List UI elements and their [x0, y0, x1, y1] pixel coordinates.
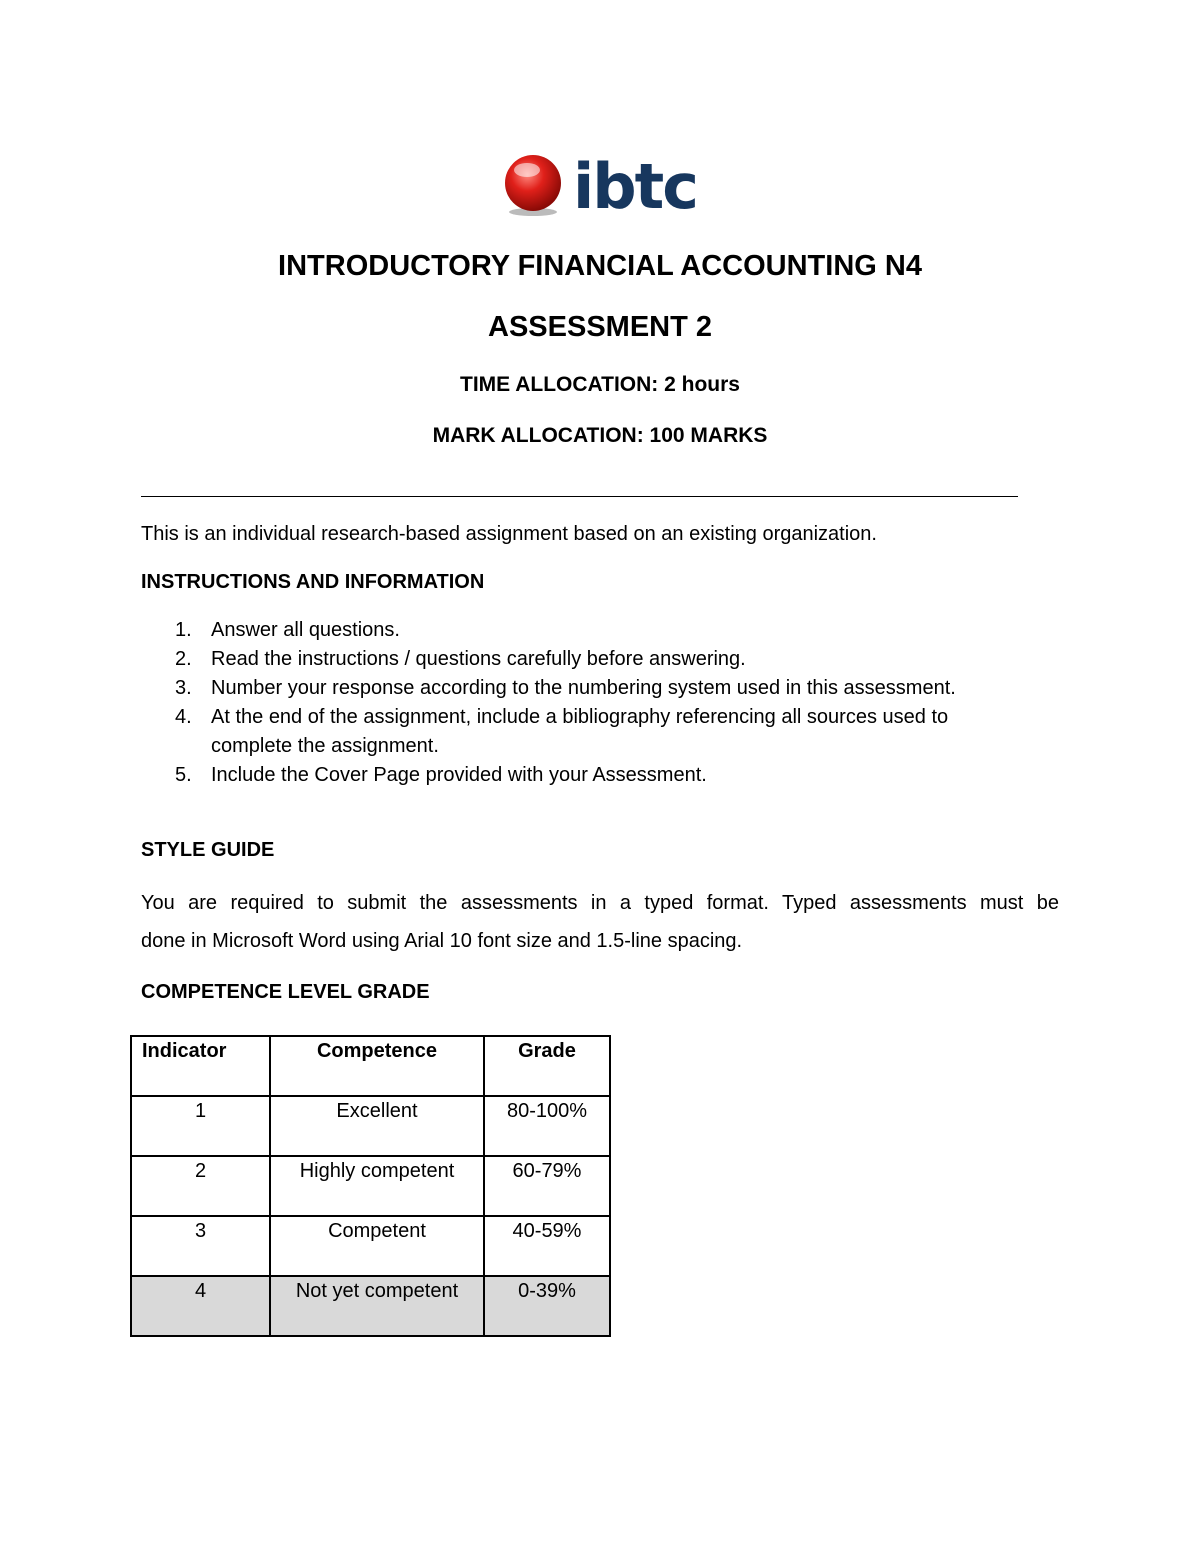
table-row: 4 Not yet competent 0-39%	[131, 1276, 610, 1336]
header-indicator: Indicator	[131, 1036, 270, 1096]
table-row: 3 Competent 40-59%	[131, 1216, 610, 1276]
style-guide-text: You are required to submit the assessments in a typed format. Typed assessments must be done in Microsoft Word using Arial 10 font size and 1.5-line spacing.	[141, 892, 1059, 952]
time-allocation: TIME ALLOCATION: 2 hours	[460, 373, 740, 396]
table-row: 2 Highly competent 60-79%	[131, 1156, 610, 1216]
list-item: 5. Include the Cover Page provided with your Assessment.	[175, 764, 707, 786]
list-item: 4. At the end of the assignment, include a bibliography referencing all sources used to complete the assignment.	[175, 706, 949, 757]
header-grade: Grade	[484, 1036, 610, 1096]
document-title: INTRODUCTORY FINANCIAL ACCOUNTING N4	[278, 250, 922, 282]
header-competence: Competence	[270, 1036, 484, 1096]
instructions-heading: INSTRUCTIONS AND INFORMATION	[141, 571, 485, 593]
list-item: 3. Number your response according to the numbering system used in this assessment.	[175, 677, 956, 699]
table-header-row	[131, 1036, 610, 1096]
ibtc-logo	[500, 150, 710, 220]
list-item: 2. Read the instructions / questions carefully before answering.	[175, 648, 746, 670]
logo-wordmark: ibtc	[573, 150, 698, 220]
assessment-subtitle: ASSESSMENT 2	[488, 311, 712, 343]
horizontal-rule	[141, 496, 1018, 497]
mark-allocation: MARK ALLOCATION: 100 MARKS	[432, 424, 768, 447]
instructions-list	[141, 616, 1041, 790]
style-guide-heading: STYLE GUIDE	[141, 839, 275, 861]
intro-text: This is an individual research-based assignment based on an existing organization.	[141, 523, 877, 545]
competence-heading: COMPETENCE LEVEL GRADE	[141, 981, 430, 1003]
list-item: 1. Answer all questions.	[175, 619, 400, 641]
table-row: 1 Excellent 80-100%	[131, 1096, 610, 1156]
competence-table	[130, 1035, 611, 1337]
